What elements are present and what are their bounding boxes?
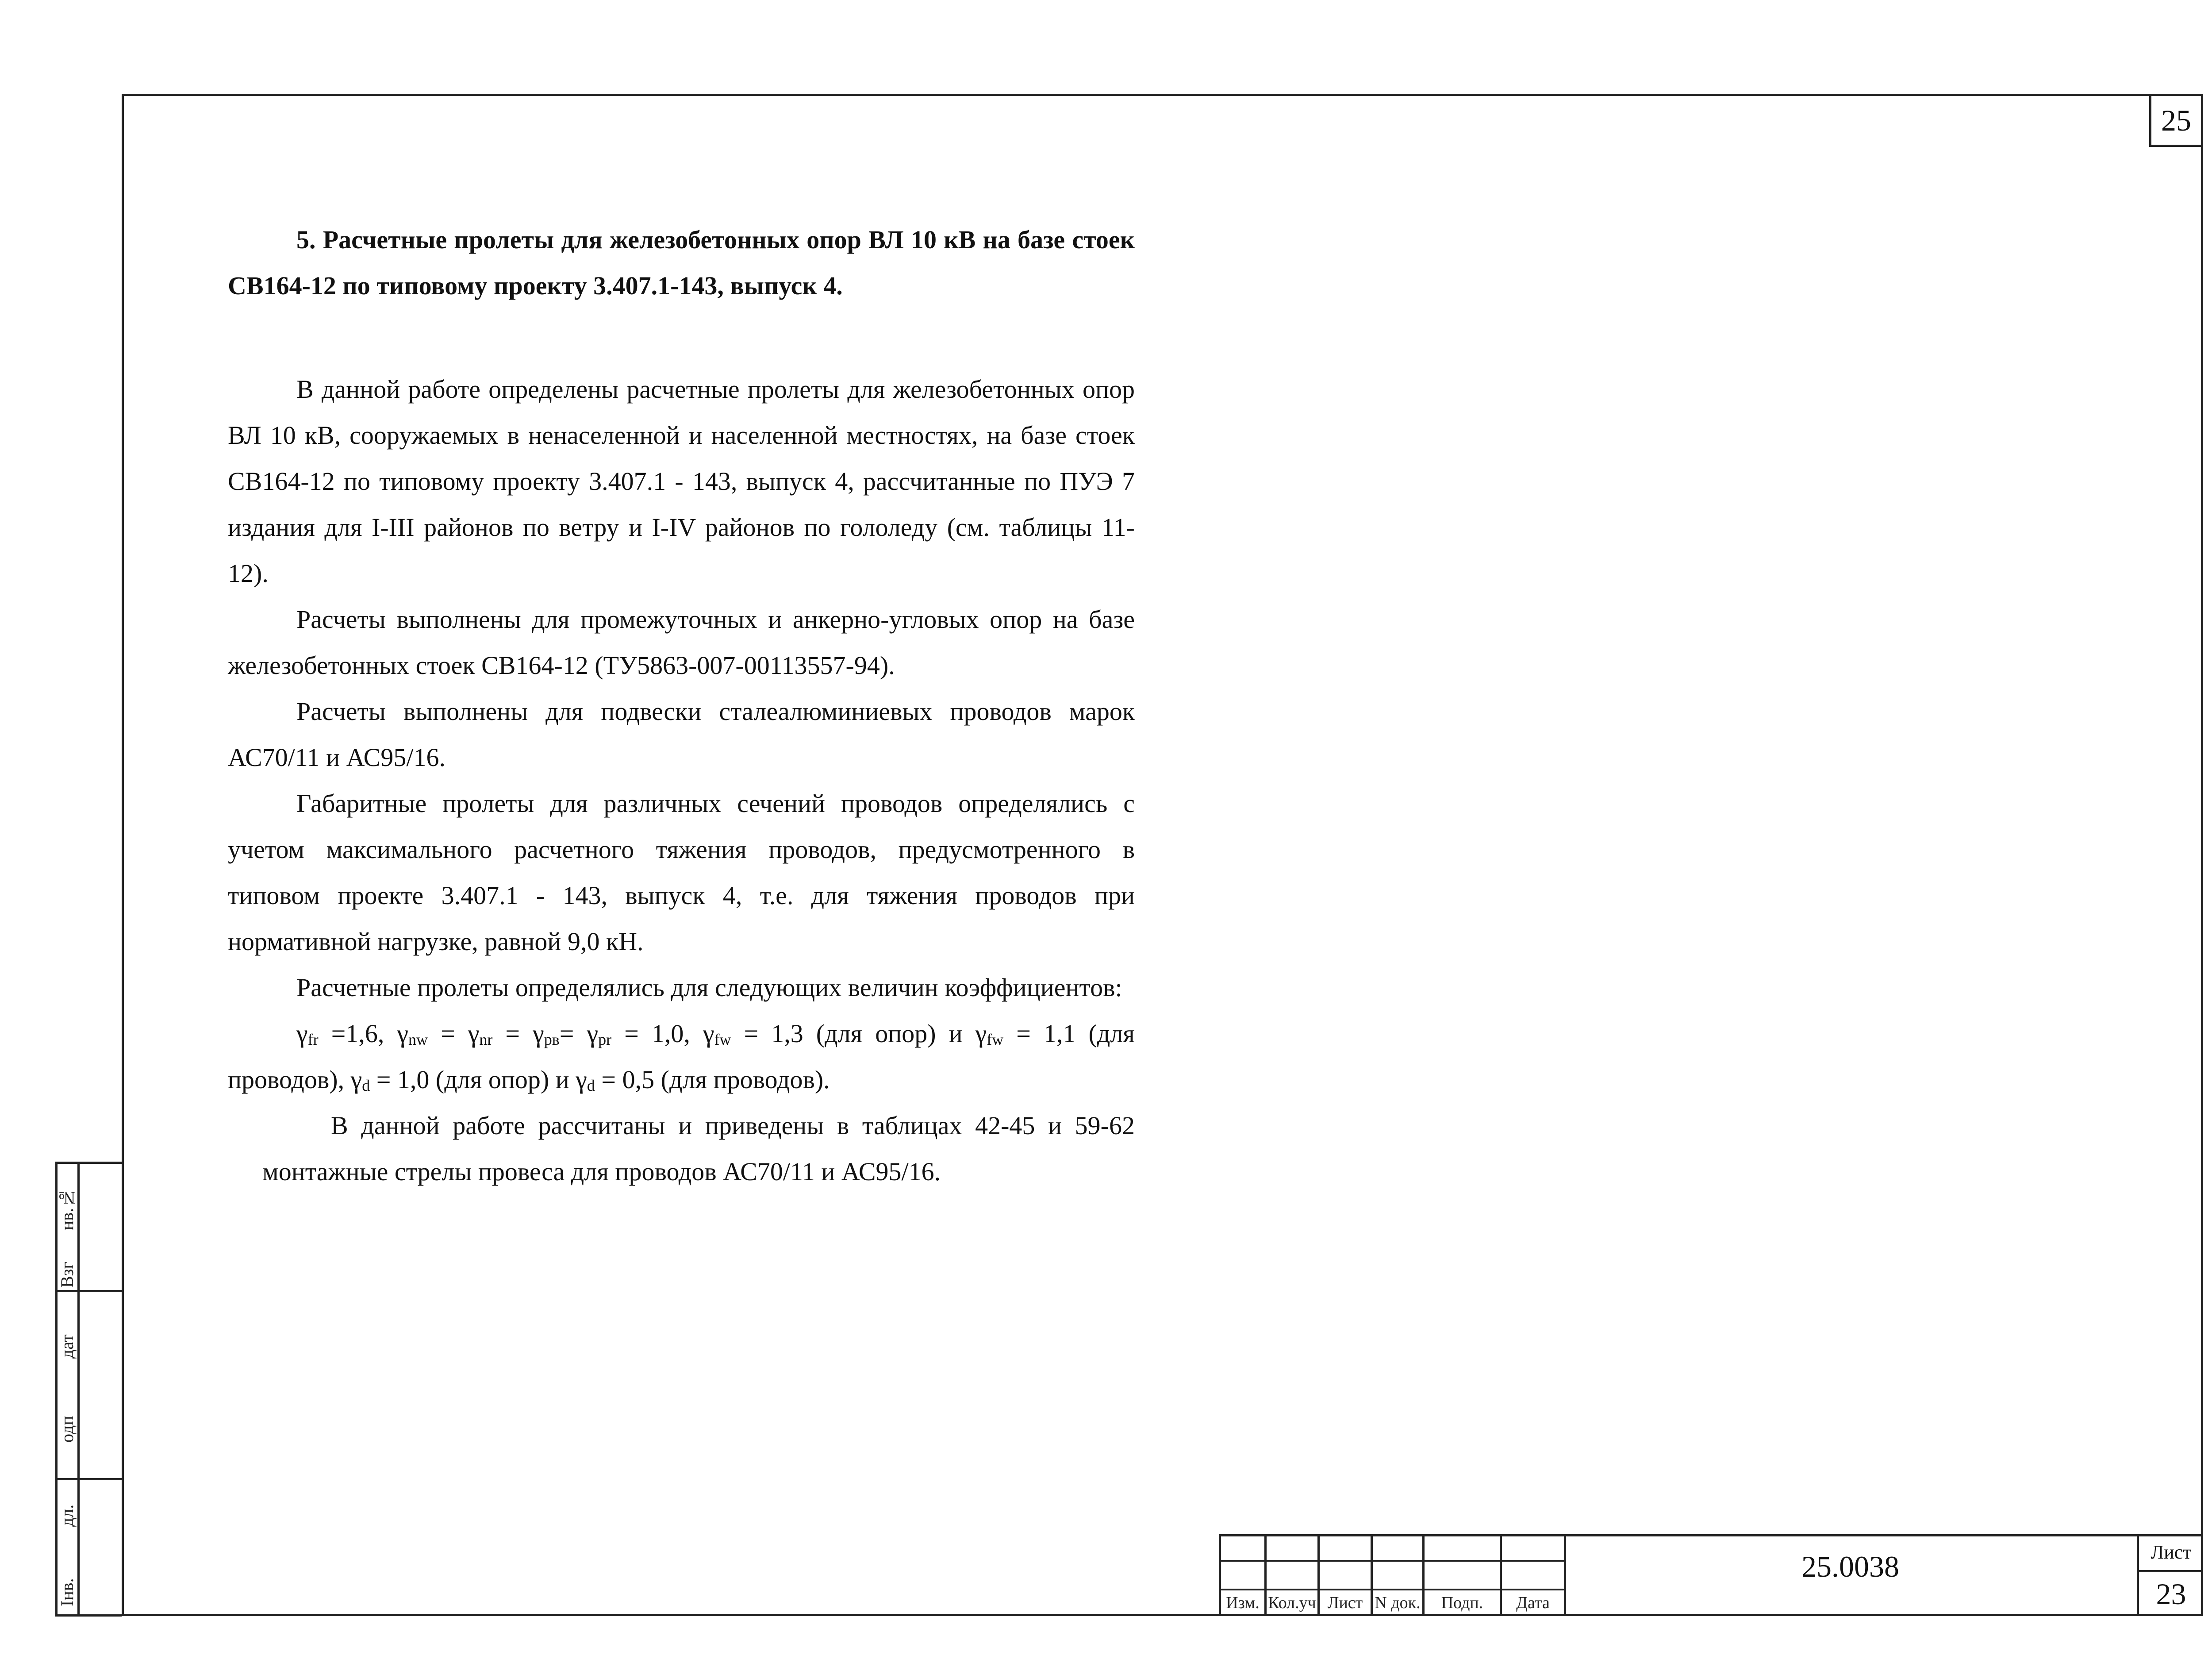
revision-row-line: [1219, 1589, 1564, 1590]
page-number-box: [2149, 94, 2203, 147]
col-label-data: Дата: [1516, 1594, 1550, 1612]
col-label-podp: Подп.: [1441, 1594, 1483, 1612]
sheet-label: Лист: [2151, 1541, 2192, 1563]
sheet-number: 23: [2156, 1577, 2186, 1611]
stamp-label-fragment: дл.: [57, 1504, 77, 1527]
sheet-divider: [2137, 1570, 2203, 1572]
col-label-kol-uch: Кол.уч: [1268, 1594, 1316, 1612]
paragraph-3: Расчеты выполнены для подвески сталеалюминиевых проводов марок АС70/11 и АС95/16.: [228, 697, 1135, 772]
revision-row-line: [1219, 1560, 1564, 1562]
col-label-izm: Изм.: [1226, 1594, 1260, 1612]
paragraph-1: В данной работе определены расчетные пролеты для железобетонных опор ВЛ 10 кВ, сооружаемых в ненаселенной и населенной местностях, на базе стоек СВ164-12 по типовому проекту 3.407.1 - 143, выпуск 4, рассчитанные по ПУЭ 7 издания для I-III районов по ветру и I-IV районов по гололеду (см. таблицы 11-12).: [228, 375, 1135, 588]
document-code: 25.0038: [1801, 1550, 1899, 1583]
col-label-n-dok: N док.: [1375, 1594, 1421, 1612]
section-heading: 5. Расчетные пролеты для железобетонных опор ВЛ 10 кВ на базе стоек СВ164-12 по типовому проекту 3.407.1-143, выпуск 4.: [228, 225, 1135, 300]
stamp-label-fragment: дат: [57, 1334, 77, 1359]
side-stamp-divider: [55, 1290, 122, 1292]
stamp-label-fragment: нв.№: [57, 1188, 77, 1230]
stamp-label-fragment: одп: [57, 1416, 77, 1443]
stamp-label-fragment: Взг: [57, 1262, 77, 1288]
paragraph-5: Расчетные пролеты определялись для следующих величин коэффициентов:: [296, 973, 1122, 1002]
coefficients-paragraph: $\gamma_{fr} =1,6$, $\gamma_{nw} = \gamma_{nr} = \gamma_{pв}= \gamma_{pr} = 1,0$, $\gamma_{fw} = 1,3$ (для опор) и $\gamma_{fw} = 1,1$ (для проводов), $\gamma_d = 1,0$ (для опор) и $\gamma_d = 0,5$ (для проводов).: [228, 1019, 1135, 1094]
paragraph-2: Расчеты выполнены для промежуточных и анкерно-угловых опор на базе железобетонных стоек СВ164-12 (ТУ5863-007-00113557-94).: [228, 605, 1135, 680]
side-stamp-divider: [55, 1162, 122, 1164]
col-label-list: Лист: [1327, 1594, 1363, 1612]
page-number: 25: [2161, 103, 2191, 137]
paragraph-final: В данной работе рассчитаны и приведены в таблицах 42-45 и 59-62 монтажные стрелы провеса для проводов АС70/11 и АС95/16.: [262, 1111, 1135, 1186]
paragraph-4: Габаритные пролеты для различных сечений проводов определялись с учетом максимального расчетного тяжения проводов, предусмотренного в типовом проекте 3.407.1 - 143, выпуск 4, т.е. для тяжения проводов при нормативной нагрузке, равной 9,0 кН.: [228, 789, 1135, 956]
side-stamp-divider: [55, 1614, 122, 1617]
stamp-label-fragment: Інв.: [57, 1578, 77, 1606]
side-stamp-column: [77, 1162, 122, 1616]
document-body: [228, 217, 1135, 1195]
side-stamp-divider: [55, 1478, 122, 1480]
